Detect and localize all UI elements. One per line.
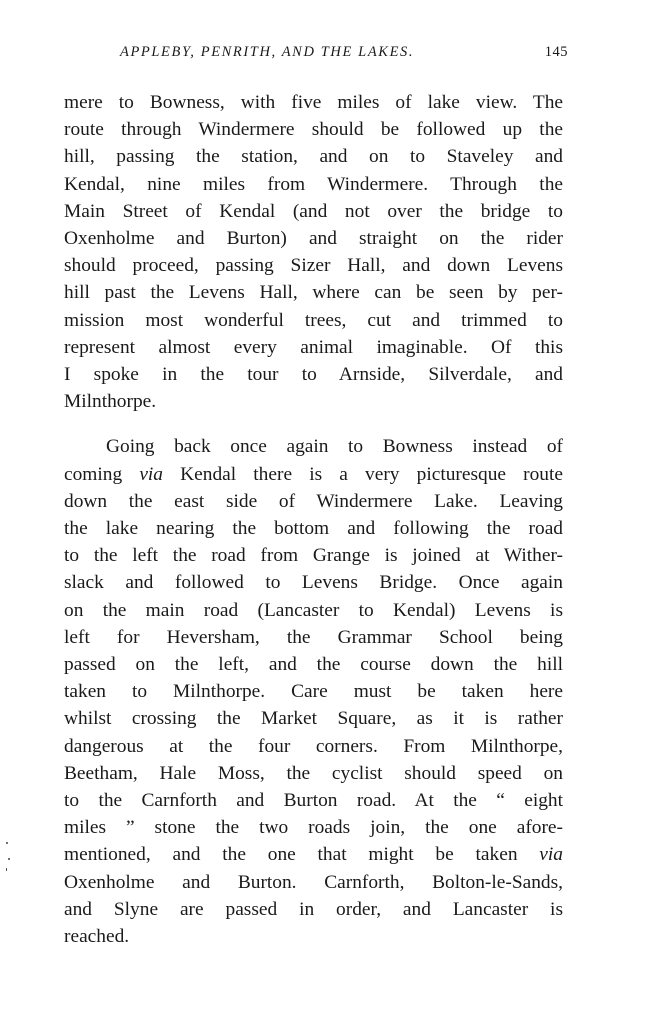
text-line: Main Street of Kendal (and not over the bridge to xyxy=(64,200,563,222)
text-line: Oxenholme and Burton) and straight on the rider xyxy=(64,228,563,250)
print-speck xyxy=(6,868,7,871)
print-speck xyxy=(6,842,8,844)
text-line: on the main road (Lancaster to Kendal) Levens is xyxy=(64,599,563,621)
text-line: slack and followed to Levens Bridge. Once again xyxy=(64,572,563,594)
text-line: mission most wonderful trees, cut and trimmed to xyxy=(64,309,563,331)
text-line: dangerous at the four corners. From Milnthorpe, xyxy=(64,735,563,757)
text-line: Oxenholme and Burton. Carnforth, Bolton-le-Sands, xyxy=(64,871,563,893)
page-number: 145 xyxy=(544,44,568,60)
text-line: mentioned, and the one that might be taken via xyxy=(64,844,563,866)
text-line: miles ” stone the two roads join, the one afore- xyxy=(64,817,563,839)
text-line: to the left the road from Grange is joined at Wither- xyxy=(64,545,563,567)
text-line: mere to Bowness, with five miles of lake view. The xyxy=(64,92,563,113)
text-line: passed on the left, and the course down the hill xyxy=(64,654,563,676)
text-line: Going back once again to Bowness instead of xyxy=(106,436,563,458)
text-line: reached. xyxy=(64,926,130,948)
text-line: should proceed, passing Sizer Hall, and down Levens xyxy=(64,255,563,277)
print-speck xyxy=(8,858,10,860)
text-line: the lake nearing the bottom and following the road xyxy=(64,518,563,540)
text-line: represent almost every animal imaginable. Of this xyxy=(64,336,563,358)
body-text xyxy=(64,89,563,950)
text-line: and Slyne are passed in order, and Lancaster is xyxy=(64,898,563,920)
text-line: I spoke in the tour to Arnside, Silverdale, and xyxy=(64,364,563,386)
text-line: left for Heversham, the Grammar School being xyxy=(64,626,563,648)
text-line: route through Windermere should be followed up the xyxy=(64,119,563,141)
text-line: coming via Kendal there is a very picturesque route xyxy=(64,463,563,485)
text-line: hill past the Levens Hall, where can be seen by per- xyxy=(64,282,563,304)
text-line: Milnthorpe. xyxy=(64,391,157,413)
paragraph-2 xyxy=(64,433,563,950)
text-line: down the east side of Windermere Lake. Leaving xyxy=(64,490,563,512)
text-line: hill, passing the station, and on to Staveley and xyxy=(64,146,563,168)
running-title: APPLEBY, PENRITH, AND THE LAKES. xyxy=(120,44,415,60)
text-line: whilst crossing the Market Square, as it is rather xyxy=(64,708,563,730)
paragraph-1 xyxy=(64,89,563,415)
text-line: Beetham, Hale Moss, the cyclist should speed on xyxy=(64,762,563,784)
text-line: taken to Milnthorpe. Care must be taken here xyxy=(64,681,563,703)
text-line: to the Carnforth and Burton road. At the “ eight xyxy=(64,790,563,812)
text-line: Kendal, nine miles from Windermere. Through the xyxy=(64,173,563,195)
